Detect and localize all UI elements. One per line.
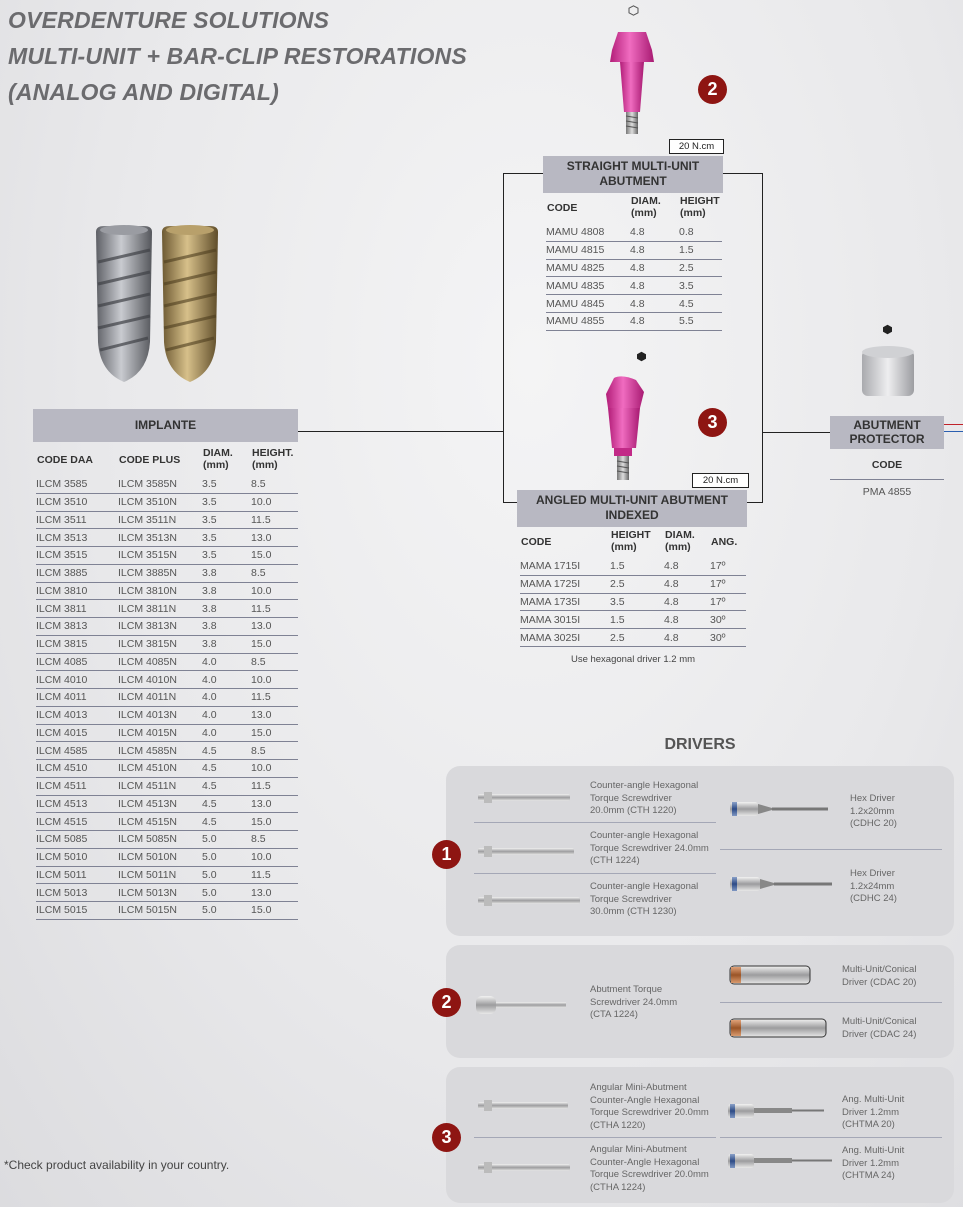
implant-row-cell: ILCM 5010N bbox=[118, 848, 202, 866]
implant-row-cell: 8.5 bbox=[251, 476, 298, 493]
implant-row-cell: ILCM 3815N bbox=[118, 635, 202, 653]
driver-cdac24-label: Multi-Unit/Conical Driver (CDAC 24) bbox=[842, 1016, 917, 1040]
driver-cdac20-label: Multi-Unit/Conical Driver (CDAC 20) bbox=[842, 964, 917, 988]
implant-row-cell: 5.0 bbox=[202, 866, 251, 884]
drivers-group-2-badge: 2 bbox=[432, 988, 461, 1017]
straight-heading: STRAIGHT MULTI-UNIT ABUTMENT bbox=[543, 156, 723, 193]
angled-col-diam: DIAM. (mm) bbox=[665, 529, 695, 553]
angled-row-cell: 1.5 bbox=[610, 611, 664, 629]
implant-row-cell: ILCM 4011N bbox=[118, 689, 202, 707]
driver-chtma20-label: Ang. Multi-Unit Driver 1.2mm (CHTMA 20) bbox=[842, 1094, 905, 1130]
implant-row-cell: 10.0 bbox=[251, 582, 298, 600]
ang-multi-unit-driver-chtma24-image bbox=[728, 1154, 832, 1168]
angled-row-cell: MAMA 1735I bbox=[520, 593, 610, 611]
implant-row-cell: 10.0 bbox=[251, 848, 298, 866]
angled-row-cell: 4.8 bbox=[664, 611, 710, 629]
straight-row-cell: 4.8 bbox=[630, 277, 679, 295]
implant-row-cell: ILCM 5085N bbox=[118, 831, 202, 849]
straight-row-cell: 4.8 bbox=[630, 259, 679, 277]
straight-row-cell: MAMU 4825 bbox=[546, 259, 630, 277]
implant-row-cell: 13.0 bbox=[251, 884, 298, 902]
implant-row-cell: 3.5 bbox=[202, 529, 251, 547]
implant-row-cell: 3.5 bbox=[202, 493, 251, 511]
straight-row-cell: 4.5 bbox=[679, 295, 722, 313]
implant-row-cell: 3.8 bbox=[202, 635, 251, 653]
implant-row-cell: ILCM 5010 bbox=[36, 848, 118, 866]
implant-row-cell: 13.0 bbox=[251, 706, 298, 724]
col-height: HEIGHT. (mm) bbox=[252, 447, 294, 471]
implant-row-cell: 8.5 bbox=[251, 653, 298, 671]
straight-col-code: CODE bbox=[547, 202, 578, 214]
straight-col-diam: DIAM. (mm) bbox=[631, 195, 661, 219]
implant-row-cell: 3.8 bbox=[202, 600, 251, 618]
angled-row-cell: 4.8 bbox=[664, 558, 710, 575]
angled-row-cell: 17º bbox=[710, 575, 746, 593]
implant-row-cell: 11.5 bbox=[251, 777, 298, 795]
implant-row-cell: ILCM 4013 bbox=[36, 706, 118, 724]
implant-row-cell: 13.0 bbox=[251, 795, 298, 813]
implant-row-cell: ILCM 3813N bbox=[118, 618, 202, 636]
footnote: *Check product availability in your country. bbox=[4, 1158, 230, 1172]
implant-row-cell: ILCM 3510N bbox=[118, 493, 202, 511]
straight-row-cell: 4.8 bbox=[630, 224, 679, 241]
implant-row-cell: ILCM 4015 bbox=[36, 724, 118, 742]
protector-code-label: CODE bbox=[871, 459, 903, 471]
angled-col-height: HEIGHT (mm) bbox=[611, 529, 651, 553]
implant-row-cell: 4.5 bbox=[202, 760, 251, 778]
implant-row-cell: 4.5 bbox=[202, 795, 251, 813]
implant-row-cell: 15.0 bbox=[251, 547, 298, 565]
straight-col-height: HEIGHT (mm) bbox=[680, 195, 720, 219]
abutment-torque-screwdriver-image bbox=[476, 996, 566, 1014]
straight-row-cell: 3.5 bbox=[679, 277, 722, 295]
angled-row-cell: 30º bbox=[710, 629, 746, 647]
implant-row-cell: ILCM 4010 bbox=[36, 671, 118, 689]
straight-row-cell: 4.8 bbox=[630, 241, 679, 259]
driver-cth1230-label: Counter-angle Hexagonal Torque Screwdriver 30.0mm (CTH 1230) bbox=[590, 881, 699, 917]
col-code-daa: CODE DAA bbox=[37, 454, 94, 466]
implant-row-cell: ILCM 4585N bbox=[118, 742, 202, 760]
angled-row-cell: 4.8 bbox=[664, 575, 710, 593]
implant-row-cell: 4.5 bbox=[202, 777, 251, 795]
angled-row-cell: 4.8 bbox=[664, 593, 710, 611]
straight-torque-label: 20 N.cm bbox=[669, 139, 724, 154]
straight-row-cell: MAMU 4835 bbox=[546, 277, 630, 295]
implant-row-cell: 5.0 bbox=[202, 848, 251, 866]
implant-row-cell: 8.5 bbox=[251, 742, 298, 760]
implant-row-cell: 13.0 bbox=[251, 618, 298, 636]
ca-screwdriver-cth1230-image bbox=[478, 895, 580, 906]
implant-row-cell: ILCM 3810 bbox=[36, 582, 118, 600]
implant-row-cell: 3.5 bbox=[202, 476, 251, 493]
implant-row-cell: 13.0 bbox=[251, 529, 298, 547]
implant-row-cell: 3.8 bbox=[202, 618, 251, 636]
implant-row-cell: 11.5 bbox=[251, 511, 298, 529]
implant-row-cell: 5.0 bbox=[202, 831, 251, 849]
title-line-3: (ANALOG AND DIGITAL) bbox=[8, 79, 280, 105]
implant-row-cell: 15.0 bbox=[251, 902, 298, 920]
angled-row-cell: 2.5 bbox=[610, 575, 664, 593]
implant-row-cell: ILCM 3585N bbox=[118, 476, 202, 493]
straight-badge: 2 bbox=[698, 75, 727, 104]
implant-row-cell: 3.8 bbox=[202, 582, 251, 600]
driver-chtma24-label: Ang. Multi-Unit Driver 1.2mm (CHTMA 24) bbox=[842, 1145, 905, 1181]
straight-row-cell: 0.8 bbox=[679, 224, 722, 241]
implant-row-cell: 4.5 bbox=[202, 813, 251, 831]
implant-row-cell: ILCM 3515 bbox=[36, 547, 118, 565]
straight-row-cell: 4.8 bbox=[630, 295, 679, 313]
implant-row-cell: 10.0 bbox=[251, 671, 298, 689]
implant-row-cell: 4.0 bbox=[202, 724, 251, 742]
conical-driver-cdac20-image bbox=[730, 966, 810, 984]
implant-row-cell: 10.0 bbox=[251, 493, 298, 511]
straight-row-cell: 2.5 bbox=[679, 259, 722, 277]
implant-row-cell: ILCM 4515N bbox=[118, 813, 202, 831]
angled-row-cell: MAMA 3015I bbox=[520, 611, 610, 629]
driver-cta1224-label: Abutment Torque Screwdriver 24.0mm (CTA 1224) bbox=[590, 984, 678, 1020]
implant-row-cell: ILCM 3813 bbox=[36, 618, 118, 636]
implant-row-cell: ILCM 4085N bbox=[118, 653, 202, 671]
driver-cdhc24-label: Hex Driver 1.2x24mm (CDHC 24) bbox=[850, 868, 897, 904]
implant-row-cell: ILCM 5015 bbox=[36, 902, 118, 920]
ca-screwdriver-cth1224-image bbox=[478, 846, 574, 857]
drivers-group-3-badge: 3 bbox=[432, 1123, 461, 1152]
implant-row-cell: 5.0 bbox=[202, 902, 251, 920]
implant-row-cell: ILCM 3885N bbox=[118, 564, 202, 582]
implant-row-cell: 11.5 bbox=[251, 600, 298, 618]
implant-row-cell: 4.5 bbox=[202, 742, 251, 760]
protector-heading: ABUTMENT PROTECTOR bbox=[830, 416, 944, 449]
implant-row-cell: 4.0 bbox=[202, 671, 251, 689]
protector-code: PMA 4855 bbox=[862, 486, 912, 498]
implant-row-cell: ILCM 4513N bbox=[118, 795, 202, 813]
implant-row-cell: ILCM 4511 bbox=[36, 777, 118, 795]
angled-badge: 3 bbox=[698, 408, 727, 437]
implant-row-cell: ILCM 5013 bbox=[36, 884, 118, 902]
straight-row-cell: 1.5 bbox=[679, 241, 722, 259]
angled-row-cell: 17º bbox=[710, 558, 746, 575]
implant-row-cell: ILCM 4510 bbox=[36, 760, 118, 778]
implant-row-cell: 5.0 bbox=[202, 884, 251, 902]
angled-row-cell: 17º bbox=[710, 593, 746, 611]
implant-row-cell: 3.8 bbox=[202, 564, 251, 582]
implant-row-cell: ILCM 4510N bbox=[118, 760, 202, 778]
straight-row-cell: 5.5 bbox=[679, 312, 722, 330]
implant-row-cell: 4.0 bbox=[202, 653, 251, 671]
straight-row-cell: MAMU 4845 bbox=[546, 295, 630, 313]
implant-row-cell: 3.5 bbox=[202, 547, 251, 565]
angled-heading: ANGLED MULTI-UNIT ABUTMENT INDEXED bbox=[517, 490, 747, 527]
hex-driver-cdhc20-image bbox=[730, 802, 828, 816]
implant-row-cell: ILCM 4015N bbox=[118, 724, 202, 742]
angled-row-cell: MAMA 1725I bbox=[520, 575, 610, 593]
angled-row-cell: MAMA 3025I bbox=[520, 629, 610, 647]
implant-row-cell: ILCM 3513N bbox=[118, 529, 202, 547]
angular-screwdriver-ctha1220-image bbox=[478, 1100, 568, 1111]
implant-row-cell: ILCM 3511 bbox=[36, 511, 118, 529]
implant-row-cell: ILCM 5011 bbox=[36, 866, 118, 884]
ang-multi-unit-driver-chtma20-image bbox=[728, 1104, 824, 1118]
implant-row-cell: 8.5 bbox=[251, 564, 298, 582]
angled-row-cell: 1.5 bbox=[610, 558, 664, 575]
implant-row-cell: ILCM 3515N bbox=[118, 547, 202, 565]
driver-cth1224-label: Counter-angle Hexagonal Torque Screwdriver 24.0mm (CTH 1224) bbox=[590, 830, 709, 866]
title-line-1: OVERDENTURE SOLUTIONS bbox=[8, 7, 330, 33]
implant-row-cell: ILCM 3815 bbox=[36, 635, 118, 653]
driver-cth1220-label: Counter-angle Hexagonal Torque Screwdriver 20.0mm (CTH 1220) bbox=[590, 780, 699, 816]
implant-row-cell: 4.0 bbox=[202, 706, 251, 724]
angled-row-cell: 3.5 bbox=[610, 593, 664, 611]
implant-heading: IMPLANTE bbox=[33, 409, 298, 442]
implant-row-cell: ILCM 3513 bbox=[36, 529, 118, 547]
conical-driver-cdac24-image bbox=[730, 1019, 826, 1037]
implant-row-cell: ILCM 3811 bbox=[36, 600, 118, 618]
implant-row-cell: 11.5 bbox=[251, 689, 298, 707]
implant-row-cell: ILCM 4511N bbox=[118, 777, 202, 795]
implant-row-cell: ILCM 4515 bbox=[36, 813, 118, 831]
angled-row-cell: MAMA 1715I bbox=[520, 558, 610, 575]
angled-torque-label: 20 N.cm bbox=[692, 473, 749, 488]
implant-row-cell: ILCM 4010N bbox=[118, 671, 202, 689]
implant-row-cell: ILCM 5011N bbox=[118, 866, 202, 884]
driver-ctha1220-label: Angular Mini-Abutment Counter-Angle Hexagonal Torque Screwdriver 20.0mm (CTHA 1220) bbox=[590, 1082, 709, 1131]
implant-row-cell: 4.0 bbox=[202, 689, 251, 707]
angled-col-code: CODE bbox=[521, 536, 552, 548]
angular-screwdriver-ctha1224-image bbox=[478, 1162, 570, 1173]
implant-row-cell: 15.0 bbox=[251, 813, 298, 831]
implant-row-cell: ILCM 3585 bbox=[36, 476, 118, 493]
implant-row-cell: 10.0 bbox=[251, 760, 298, 778]
drivers-group-1-badge: 1 bbox=[432, 840, 461, 869]
angled-row-cell: 4.8 bbox=[664, 629, 710, 647]
straight-row-cell: MAMU 4855 bbox=[546, 312, 630, 330]
implant-row-cell: 11.5 bbox=[251, 866, 298, 884]
title-line-2: MULTI-UNIT + BAR-CLIP RESTORATIONS bbox=[8, 43, 467, 69]
drivers-heading: DRIVERS bbox=[664, 736, 736, 753]
implant-row-cell: ILCM 4011 bbox=[36, 689, 118, 707]
straight-row-cell: MAMU 4808 bbox=[546, 224, 630, 241]
ca-screwdriver-cth1220-image bbox=[478, 792, 570, 803]
implant-row-cell: ILCM 3511N bbox=[118, 511, 202, 529]
angled-row-cell: 30º bbox=[710, 611, 746, 629]
implant-row-cell: ILCM 3811N bbox=[118, 600, 202, 618]
implant-row-cell: 15.0 bbox=[251, 635, 298, 653]
implant-row-cell: 15.0 bbox=[251, 724, 298, 742]
implant-row-cell: ILCM 4085 bbox=[36, 653, 118, 671]
col-diam: DIAM. (mm) bbox=[203, 447, 233, 471]
implant-row-cell: 8.5 bbox=[251, 831, 298, 849]
implant-row-cell: ILCM 5085 bbox=[36, 831, 118, 849]
implant-row-cell: ILCM 5015N bbox=[118, 902, 202, 920]
straight-row-cell: MAMU 4815 bbox=[546, 241, 630, 259]
implant-row-cell: 3.5 bbox=[202, 511, 251, 529]
implant-row-cell: ILCM 4585 bbox=[36, 742, 118, 760]
angled-col-ang: ANG. bbox=[711, 536, 738, 548]
implant-row-cell: ILCM 3510 bbox=[36, 493, 118, 511]
implant-row-cell: ILCM 3810N bbox=[118, 582, 202, 600]
implant-row-cell: ILCM 5013N bbox=[118, 884, 202, 902]
straight-row-cell: 4.8 bbox=[630, 312, 679, 330]
implant-row-cell: ILCM 4513 bbox=[36, 795, 118, 813]
angled-row-cell: 2.5 bbox=[610, 629, 664, 647]
implant-row-cell: ILCM 3885 bbox=[36, 564, 118, 582]
col-code-plus: CODE PLUS bbox=[119, 454, 181, 466]
implant-row-cell: ILCM 4013N bbox=[118, 706, 202, 724]
angled-note: Use hexagonal driver 1.2 mm bbox=[570, 654, 696, 665]
hex-driver-cdhc24-image bbox=[730, 877, 832, 891]
driver-cdhc20-label: Hex Driver 1.2x20mm (CDHC 20) bbox=[850, 793, 897, 829]
driver-ctha1224-label: Angular Mini-Abutment Counter-Angle Hexagonal Torque Screwdriver 20.0mm (CTHA 1224) bbox=[590, 1144, 709, 1193]
